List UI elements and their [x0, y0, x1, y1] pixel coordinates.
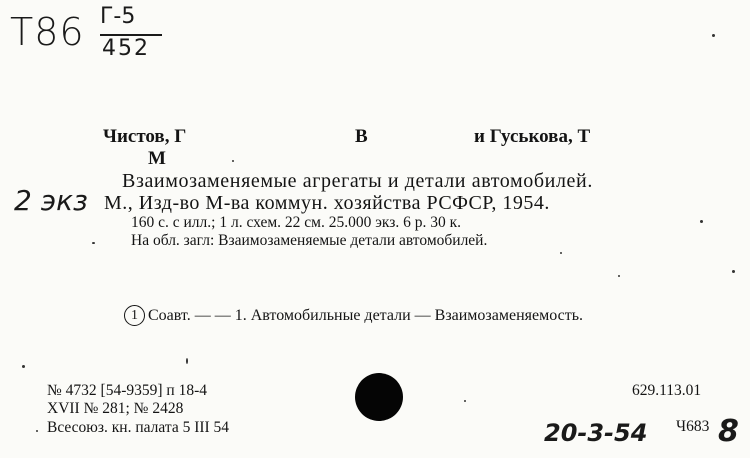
handwritten-date: 20-3-54	[544, 419, 648, 447]
collation-line: 160 с. с илл.; 1 л. схем. 22 см. 25.000 экз. 6 р. 30 к.	[131, 214, 461, 231]
imprint-line: М., Изд-во М-ва коммун. хозяйства РСФСР, 1954.	[104, 192, 550, 214]
handwritten-copies-note: 2 экз	[14, 184, 88, 217]
scan-speck	[36, 430, 38, 432]
circled-number: 1	[124, 305, 145, 326]
author-middle-initial: В	[355, 126, 368, 147]
scan-speck	[700, 220, 703, 223]
scan-speck	[712, 34, 715, 37]
scan-speck	[464, 400, 466, 402]
coauthor-heading: и Гуськова, Т	[474, 126, 591, 147]
punch-hole	[355, 373, 403, 421]
call-number-denominator: 452	[102, 36, 150, 61]
author-heading: Чистов, Г	[103, 126, 187, 147]
handwritten-mark: 8	[718, 414, 739, 449]
tracing-text: Соавт. — — 1. Автомобильные детали — Взаимозаменяемость.	[148, 306, 584, 324]
footer-order-number: № 4732 [54-9359] п 18-4	[47, 382, 207, 399]
title-line: Взаимозаменяемые агрегаты и детали автомобилей.	[122, 170, 593, 192]
tracing-line	[124, 305, 583, 326]
scan-speck	[22, 365, 25, 368]
udc-number: 629.113.01	[632, 382, 702, 399]
footer-register-number: XVII № 281; № 2428	[47, 400, 184, 417]
class-mark: Ч683	[676, 418, 710, 435]
coauthor-initial: М	[148, 148, 166, 169]
cover-title-note: На обл. загл: Взаимозаменяемые детали автомобилей.	[131, 232, 488, 249]
call-number-numerator: Г-5	[100, 4, 136, 29]
call-number-main: Т86	[10, 10, 85, 54]
scan-speck	[92, 242, 95, 244]
scan-speck	[618, 275, 620, 277]
scan-speck	[186, 358, 188, 364]
scan-speck	[732, 270, 735, 273]
footer-chamber-imprint: Всесоюз. кн. палата 5 III 54	[47, 419, 230, 436]
scan-speck	[560, 252, 562, 254]
scan-speck	[232, 160, 234, 162]
